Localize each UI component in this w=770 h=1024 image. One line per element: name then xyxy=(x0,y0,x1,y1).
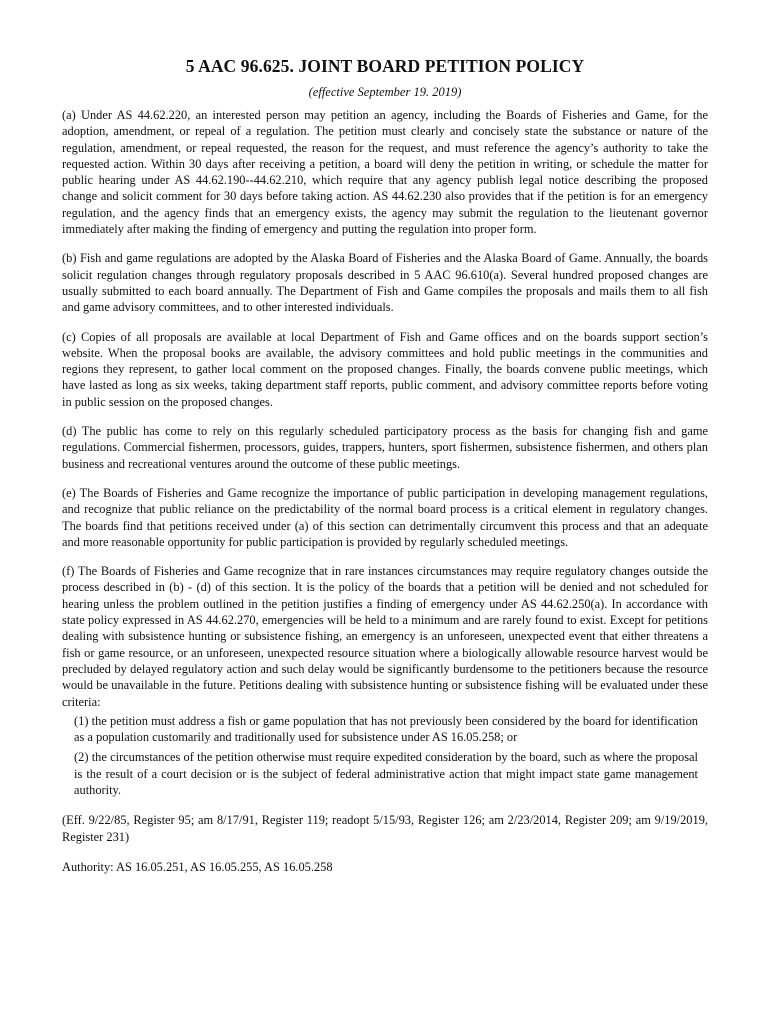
document-page xyxy=(62,56,708,875)
paragraph-f-item-2: (2) the circumstances of the petition otherwise must require expedited consideration by the board, such as where the proposal is the result of a court decision or is the subject of federal administrative action that might impact state game management authority. xyxy=(74,750,698,797)
paragraph-d: (d) The public has come to rely on this regularly scheduled participatory process as the basis for changing fish and game regulations. Commercial fishermen, processors, guides, trappers, hunters, sport fishermen, subsistence fishermen, and others plan business and recreational ventures around the outcome of these public meetings. xyxy=(62,424,708,471)
paragraph-f-item-1: (1) the petition must address a fish or game population that has not previously been considered by the board for identification as a population customarily and traditionally used for subsistence under AS 16.05.258; or xyxy=(74,713,698,745)
effective-date: (effective September 19. 2019) xyxy=(308,85,462,99)
paragraph-a: (a) Under AS 44.62.220, an interested person may petition an agency, including the Boards of Fisheries and Game, for the adoption, amendment, or repeal of a regulation. The petition must clearly and concisely state the substance or nature of the regulation, amendment, or repeal requested, the reason for the request, and must reference the agency’s authority to take the requested action. Within 30 days after receiving a petition, a board will deny the petition in writing, or schedule the matter for public hearing under AS 44.62.190--44.62.210, which require that any agency publish legal notice describing the proposed change and solicit comment for 30 days before taking action. AS 44.62.230 also provides that if the petition is for an emergency regulation, and the agency finds that an emergency exists, the agency may submit the regulation to the lieutenant governor immediately after making the finding of emergency and putting the regulation into proper form. xyxy=(62,108,708,237)
paragraph-e: (e) The Boards of Fisheries and Game recognize the importance of public participation in developing management regulations, and recognize that public reliance on the predictability of the normal board process is a critical element in regulatory changes. The boards find that petitions received under (a) of this section can detrimentally circumvent this process and that an adequate and more reasonable opportunity for public participation is provided by regularly scheduled meetings. xyxy=(62,485,708,549)
paragraph-b: (b) Fish and game regulations are adopted by the Alaska Board of Fisheries and the Alaska Board of Game. Annually, the boards solicit regulation changes through regulatory proposals described in 5 AAC 96.610(a). Several hundred proposed changes are usually submitted to each board annually. The Department of Fish and Game compiles the proposals and mails them to all fish and game advisory committees, and to other interested individuals. xyxy=(62,251,708,315)
paragraph-f: (f) The Boards of Fisheries and Game recognize that in rare instances circumstances may require regulatory changes outside the process described in (b) - (d) of this section. It is the policy of the boards that a petition will be denied and not scheduled for hearing unless the problem outlined in the petition justifies a finding of emergency under AS 44.62.250(a). In accordance with state policy expressed in AS 44.62.270, emergencies will be held to a minimum and are rarely found to exist. Except for petitions dealing with subsistence hunting or subsistence fishing, an emergency is an unforeseen, unexpected event that either threatens a fish or game resource, or an unforeseen, unexpected resource situation where a biologically allowable resource harvest would be precluded by delayed regulatory action and such delay would be significantly burdensome to the petitioners because the resource would be unavailable in the future. Petitions dealing with subsistence hunting or subsistence fishing will be evaluated under these criteria: xyxy=(62,564,708,709)
history-note: (Eff. 9/22/85, Register 95; am 8/17/91, Register 119; readopt 5/15/93, Register 126; am 2/23/2014, Register 209; am 9/19/2019, Register 231) xyxy=(62,813,708,844)
paragraph-c: (c) Copies of all proposals are available at local Department of Fish and Game offices and on the boards support section’s website. When the proposal books are available, the advisory committees and hold public meetings in the communities and regions they represent, to gather local comment on the proposed changes. Finally, the boards convene public meetings, which have lasted as long as six weeks, taking department staff reports, public comment, and advisory committee reports before voting in public session on the proposed changes. xyxy=(62,329,708,409)
authority-note: Authority: AS 16.05.251, AS 16.05.255, AS 16.05.258 xyxy=(62,859,333,874)
page-title: 5 AAC 96.625. JOINT BOARD PETITION POLICY xyxy=(185,56,585,76)
